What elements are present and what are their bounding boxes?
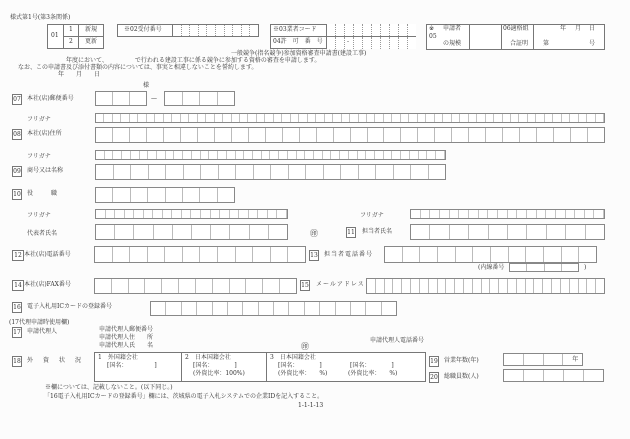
permit-number-input[interactable] (326, 36, 416, 49)
agent-seal-icon: ㊞ (301, 342, 309, 351)
position-label: 役 職 (27, 190, 58, 197)
foreign-capital-label: 外 資 状 況 (27, 357, 84, 364)
business-years-unit: 年 (572, 356, 579, 363)
applicant-scale-label-2: の規模 (443, 40, 462, 47)
office-fax-label: 本社(店)FAX番号 (24, 281, 71, 288)
cert-day: 日 (589, 25, 596, 32)
option-1-title: 1 外国籍会社 (98, 354, 138, 361)
field-12-number: 12 (12, 250, 24, 261)
cert-month: 月 (575, 25, 582, 32)
option-3-title: 3 日本国籍会社 (270, 354, 316, 361)
business-years-input[interactable] (503, 353, 583, 366)
option-3-ratio-1: (外資比率： %) (278, 370, 328, 377)
office-phone-input[interactable] (94, 246, 306, 263)
field-10-number: 10 (13, 191, 21, 198)
applicant-scale-input[interactable] (470, 25, 501, 49)
company-furigana-label: フリガナ (27, 153, 51, 160)
postal-code-input-1[interactable] (95, 91, 147, 106)
field-07-number: 07 (13, 96, 21, 103)
representative-name-input[interactable] (95, 224, 288, 240)
field-05-mark: ※ (429, 25, 435, 32)
agent-label: 申請代理人 (27, 328, 58, 335)
position-input[interactable] (95, 187, 235, 203)
option-2-ratio: (外資比率：100%) (193, 370, 245, 377)
page-code: 1-1-1-13 (298, 402, 324, 409)
field-17-number: 17 (13, 329, 21, 336)
intro-line-2: なお、この申請書及び添付書類の内容については、事実と相違しないことを誓約します。 (18, 64, 258, 71)
address-furigana-input[interactable] (95, 113, 605, 123)
qualified-union-label-2: 合証明 (510, 40, 529, 47)
document-heading: 一般競争(指名競争)参加資格審査申請書(建設工事) (231, 50, 367, 57)
email-label: メールアドレス (316, 281, 365, 288)
foreign-capital-option-1[interactable] (95, 353, 181, 381)
intro-line-1: 年度において、 で行われる建設工事に係る競争に参加する資格の審査を申請します。 (66, 57, 321, 64)
option-new-number[interactable]: 1 (69, 26, 73, 33)
address-label: 本社(店)住所 (27, 130, 62, 137)
footer-note-1: ※欄については、記載しないこと。(以下同じ。) (45, 384, 173, 391)
field-19-number: 19 (430, 358, 438, 365)
foreign-capital-option-2[interactable] (182, 353, 266, 381)
contact-name-label: 担当者氏名 (362, 228, 393, 235)
applicant-scale-label-1: 申請者 (443, 25, 462, 32)
option-2-title: 2 日本国籍会社 (185, 354, 231, 361)
footer-note-2: 「16電子入札用ICカードの登録番号」欄には、茨城県の電子入札システムでの企業IDを記入すること。 (44, 393, 324, 400)
extension-label-open: (内線番号 (478, 264, 505, 271)
representative-name-label: 代表者氏名 (27, 230, 58, 237)
permit-number-dash: - (347, 38, 350, 45)
seal-icon: ㊞ (310, 229, 318, 238)
address-input[interactable] (95, 127, 605, 143)
option-1-country: [国名： ] (107, 362, 157, 369)
agent-address-label: 申請代理人住 所 (99, 334, 154, 341)
cert-year: 年 (560, 25, 567, 32)
field-20-number: 20 (430, 374, 438, 381)
field-08-number: 08 (13, 131, 21, 138)
field-11-number: 11 (347, 229, 355, 236)
addressee-sama: 様 (143, 82, 150, 89)
representative-furigana-input[interactable] (95, 209, 288, 219)
vendor-code-label: ※03業者コード (273, 26, 317, 33)
agent-postal-label: 申請代理人郵便番号 (99, 326, 154, 333)
option-renew-label[interactable]: 更新 (85, 38, 98, 45)
application-date: 年 月 日 (58, 71, 101, 78)
form-title: 様式第1号(第3条関係) (10, 14, 71, 21)
postal-code-input-2[interactable] (164, 91, 235, 106)
receipt-number-label: ※02受付番号 (124, 26, 162, 33)
company-furigana-input[interactable] (95, 150, 446, 160)
foreign-capital-option-3[interactable] (267, 353, 425, 381)
ic-card-label: 電子入札用ICカードの登録番号 (27, 303, 112, 310)
cert-go: 号 (589, 40, 596, 47)
field-14-number: 14 (12, 280, 24, 291)
office-fax-input[interactable] (94, 278, 297, 294)
postal-code-label: 本社(店)郵便番号 (27, 95, 74, 102)
contact-furigana-label: フリガナ (360, 212, 384, 219)
extension-label-close: ) (584, 264, 587, 271)
extension-input[interactable] (509, 263, 579, 272)
company-name-label: 商号又は名称 (27, 167, 64, 174)
contact-name-input[interactable] (410, 224, 605, 240)
office-phone-label: 本社(店)電話番号 (24, 251, 71, 258)
field-16-number: 16 (13, 304, 21, 311)
agent-section-heading: (17代理申請時使用欄) (9, 319, 70, 326)
receipt-number-input[interactable] (172, 24, 259, 37)
representative-furigana-label: フリガナ (27, 212, 51, 219)
option-2-country: [国名： ] (193, 362, 237, 369)
agent-name-label: 申請代理人氏 名 (99, 342, 154, 349)
contact-furigana-input[interactable] (410, 209, 605, 219)
field-05-number: 05 (429, 33, 437, 40)
contact-phone-label: 担当者電話番号 (324, 251, 374, 258)
contact-phone-input[interactable] (384, 246, 597, 263)
total-employees-label: 総職員数(人) (444, 373, 479, 380)
cert-dai: 第 (543, 40, 550, 47)
option-3-country-1: [国名： ] (278, 362, 322, 369)
field-01-number: 01 (51, 32, 59, 39)
total-employees-input[interactable] (503, 369, 604, 382)
option-new-label[interactable]: 新規 (85, 26, 98, 33)
address-furigana-label: フリガナ (27, 116, 51, 123)
company-name-input[interactable] (95, 164, 446, 180)
email-input[interactable] (366, 278, 605, 294)
option-3-country-2: [国名： ] (350, 362, 394, 369)
permit-number-label: 04許 可 番 号 (273, 38, 323, 45)
business-years-label: 営業年数(年) (444, 357, 479, 364)
postal-code-dash: — (151, 95, 157, 102)
agent-phone-label: 申請代理人電話番号 (370, 337, 425, 344)
option-renew-number[interactable]: 2 (69, 38, 73, 45)
qualified-union-label-1: 06適格組 (503, 25, 529, 32)
field-15-number: 15 (301, 282, 309, 289)
ic-card-input[interactable] (150, 301, 397, 316)
field-13-number: 13 (310, 252, 318, 259)
field-09-number: 09 (13, 168, 21, 175)
option-3-ratio-2: (外資比率： %) (348, 370, 398, 377)
field-18-number: 18 (13, 358, 21, 365)
